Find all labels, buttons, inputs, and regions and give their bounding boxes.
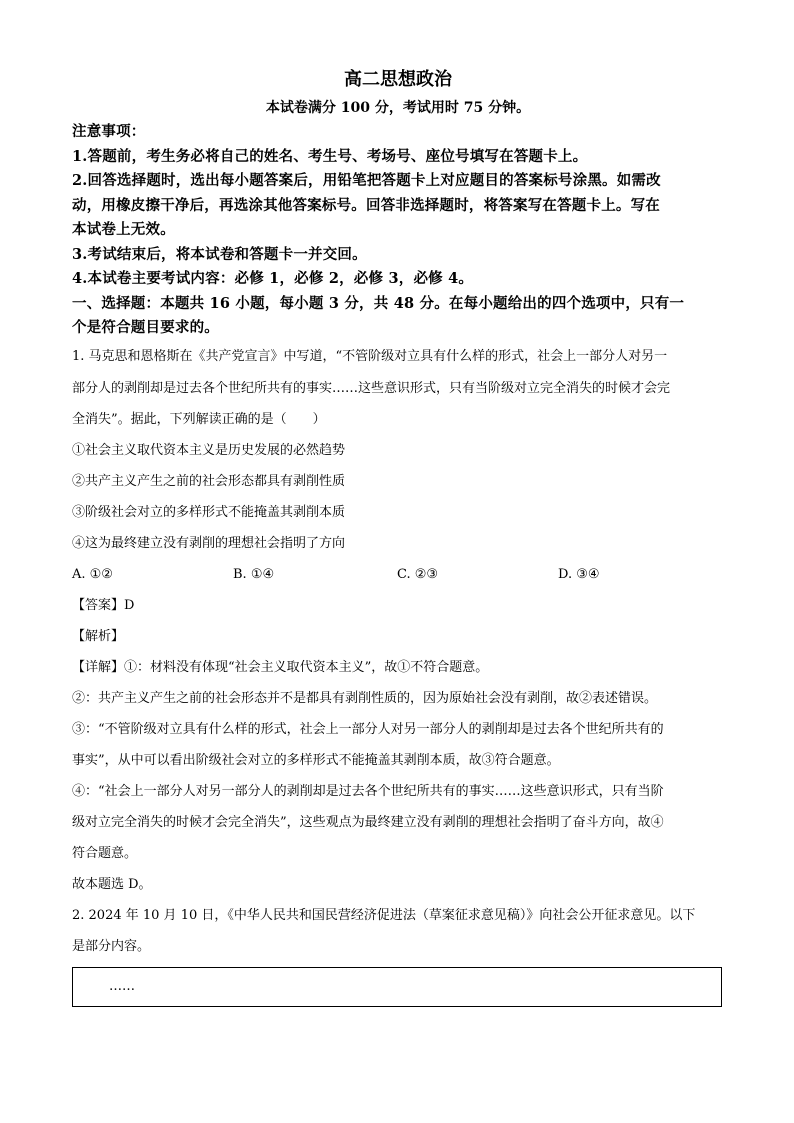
option-b: B. ①④ [233,566,275,582]
option-a: A. ①② [72,566,113,582]
note-line: 4.本试卷主要考试内容：必修 1，必修 2，必修 3，必修 4。 [72,270,474,287]
question-1 [72,341,724,900]
statement-item: ③阶级社会对立的多样形式不能掩盖其剥削本质 [72,504,346,520]
analysis-text: 符合题意。 [72,845,138,861]
notes-heading: 注意事项： [72,123,146,140]
page-title: 高二思想政治 [344,69,452,90]
option-c: C. ②③ [397,566,439,582]
note-line: 动，用橡皮擦干净后，再选涂其他答案标号。回答非选择题时，将答案写在答题卡上。写在 [72,196,660,214]
notes-section [72,120,724,292]
analysis-text: ④：“社会上一部分人对另一部分人的剥削却是过去各个世纪所共有的事实……这些意识形式，只有当阶 [72,783,664,799]
analysis-text: 级对立完全消失的时候才会完全消失”，这些观点为最终建立没有剥削的理想社会指明了奋斗方向，故④ [72,814,664,830]
section-heading [72,292,724,341]
question-2 [72,900,724,1007]
excerpt-box [72,967,722,1007]
question-stem: 是部分内容。 [72,938,151,954]
note-line: 3.考试结束后，将本试卷和答题卡一并交回。 [72,245,367,263]
section-heading-line: 个是符合题目要求的。 [72,319,219,336]
answer-line: 【答案】D [72,597,135,613]
note-line: 2.回答选择题时，选出每小题答案后，用铅笔把答题卡上对应题目的答案标号涂黑。如需改 [72,172,661,189]
exam-page [72,68,724,1007]
analysis-label: 【解析】 [72,628,125,644]
statement-item: ②共产主义产生之前的社会形态都具有剥削性质 [72,473,346,489]
statement-item: ④这为最终建立没有剥削的理想社会指明了方向 [72,535,346,551]
analysis-text: ③：“不管阶级对立具有什么样的形式，社会上一部分人对另一部分人的剥削却是过去各个世纪所共有的 [72,721,664,737]
statement-item: ①社会主义取代资本主义是历史发展的必然趋势 [72,442,346,458]
question-stem: 部分人的剥削却是过去各个世纪所共有的事实……这些意识形式，只有当阶级对立完全消失的时候才会完 [72,380,671,396]
analysis-text: ②：共产主义产生之前的社会形态并不是都具有剥削性质的，因为原始社会没有剥削，故②表述错误。 [72,690,658,706]
option-d: D. ③④ [558,566,600,582]
question-stem: 全消失”。据此，下列解读正确的是（ ） [72,411,326,427]
analysis-text: 【详解】①：材料没有体现“社会主义取代资本主义”，故①不符合题意。 [72,659,489,675]
exam-subtitle: 本试卷满分 100 分，考试用时 75 分钟。 [265,100,531,116]
analysis-text: 事实”，从中可以看出阶级社会对立的多样形式不能掩盖其剥削本质，故③符合题意。 [72,752,560,768]
note-line: 本试卷上无效。 [72,221,175,238]
section-heading-line: 一、选择题：本题共 16 小题，每小题 3 分，共 48 分。在每小题给出的四个选项中，只有一 [72,294,685,312]
note-line: 1.答题前，考生务必将自己的姓名、考生号、考场号、座位号填写在答题卡上。 [72,147,588,165]
conclusion-text: 故本题选 D。 [72,876,152,892]
question-stem: 2. 2024 年 10 月 10 日，《中华人民共和国民营经济促进法（草案征求意见稿）》向社会公开征求意见。以下 [72,907,696,923]
answer-options [72,559,724,590]
question-stem: 1. 马克思和恩格斯在《共产党宣言》中写道，“不管阶级对立具有什么样的形式，社会上一部分人对另一 [72,348,668,364]
excerpt-ellipsis: …… [109,978,135,994]
